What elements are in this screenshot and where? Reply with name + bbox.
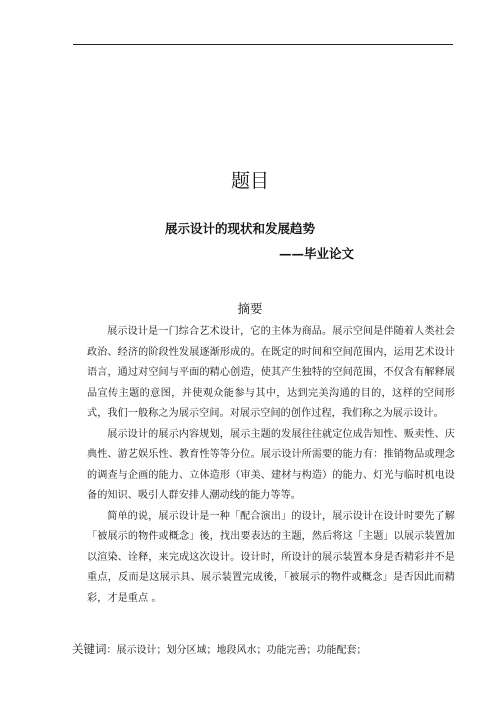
keywords-list: ：展示设计；划分区域；地段风水；功能完善；功能配套； [106,645,367,656]
keywords-line [72,641,472,659]
abstract-paragraph-1: 展示设计是一门综合艺术设计，它的主体为商品。展示空间是伴随着人类社会政治、经济的阶段性发展逐渐形成的。在既定的时间和空间范围内，运用艺术设计语言，通过对空间与平面的精心创造，使其产生独特的空间范围，不仅含有解释展品宣传主题的意图，并使观众能参与其中，达到完美沟通的目的，这样的空间形式，我们一般称之为展示空间。对展示空间的创作过程，我们称之为展示设计。 [87,326,455,419]
paper-title: 展示设计的现状和发展趋势 [165,221,316,236]
abstract-heading: 摘要 [237,301,263,316]
abstract-body [87,322,455,609]
abstract-paragraph-2: 展示设计的展示内容规划，展示主题的发展往往就定位成告知性、贩卖性、庆典性、游艺娱乐性、教育性等等分位。展示设计所需要的能力有：推销物品或理念的调查与企画的能力、立体造形（审美、建材与构造）的能力、灯光与临时机电设备的知识、吸引人群安排人潮动线的能力等等。 [87,428,455,501]
abstract-paragraph-3: 简单的说，展示设计是一种「配合演出」的设计，展示设计在设计时要先了解「被展示的物件或概念」後，找出要表达的主题，然后将这「主题」以展示装置加以渲染、诠释，来完成这次设计。设计时，所设计的展示装置本身是否精彩并不是重点，反而是这展示具、展示装置完成後，「被展示的物件或概念」是否因此而精彩，才是重点 。 [87,510,455,604]
header-rule [73,44,453,45]
paper-subtitle: ——毕业论文 [279,246,355,261]
keywords-label: 关键词 [72,642,107,656]
page-heading: 题目 [230,170,269,192]
